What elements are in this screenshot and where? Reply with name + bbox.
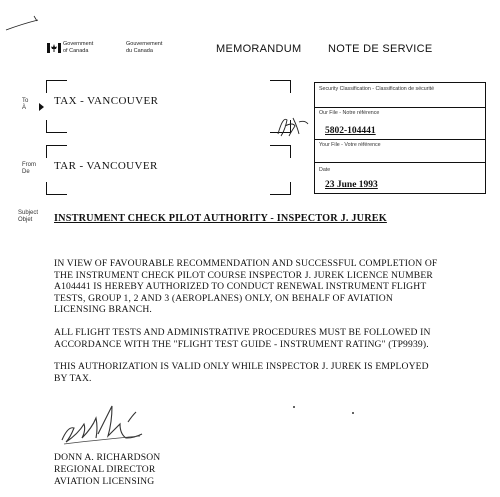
gov-fr-line1: Gouvernement [126, 41, 163, 47]
to-label-fr: À [22, 105, 27, 111]
your-file-label: Your File - Votre référence [319, 142, 381, 148]
to-bracket-bottom-left [46, 120, 67, 133]
security-classification-label: Security Classification - Classification de sécurité [319, 86, 435, 92]
date-label: Date [319, 167, 331, 173]
to-bracket-top-left [46, 80, 67, 93]
paragraph-3-line: BY TAX. [54, 372, 92, 384]
from-label [22, 162, 36, 176]
initials-mark [275, 112, 311, 140]
canada-flag-icon [47, 40, 61, 50]
paragraph-2-line: ALL FLIGHT TESTS AND ADMINISTRATIVE PROCEDURES MUST BE FOLLOWED IN [54, 326, 431, 338]
gov-fr-line2: du Canada [126, 47, 153, 54]
gov-en-line2: of Canada [63, 47, 89, 54]
security-box [314, 82, 486, 194]
signer-name: DONN A. RICHARDSON [54, 452, 161, 463]
subject-value: INSTRUMENT CHECK PILOT AUTHORITY - INSPECTOR J. JUREK [54, 213, 387, 224]
to-bracket-top-right [270, 80, 291, 93]
subject-label-fr: Objet [18, 217, 33, 223]
paragraph-3 [54, 361, 486, 384]
paragraph-3-line: THIS AUTHORIZATION IS VALID ONLY WHILE INSPECTOR J. JUREK IS EMPLOYED [54, 361, 429, 373]
memo-body [54, 258, 486, 384]
paragraph-1-line: IN VIEW OF FAVOURABLE RECOMMENDATION AND SUCCESSFUL COMPLETION OF [54, 258, 438, 269]
our-file-row [315, 107, 485, 108]
signer-title: REGIONAL DIRECTOR [54, 463, 156, 475]
paragraph-2-line: ACCORDANCE WITH THE "FLIGHT TEST GUIDE - INSTRUMENT RATING" (TP9939). [54, 338, 429, 350]
to-value: TAX - VANCOUVER [54, 95, 159, 107]
from-bracket-bottom-right [270, 182, 291, 195]
subject-label [18, 210, 38, 224]
note-de-service-heading: NOTE DE SERVICE [328, 43, 433, 55]
our-file-label: Our File - Notre référence [319, 110, 380, 116]
to-label-en: To [22, 98, 29, 104]
paragraph-2 [54, 327, 486, 350]
signature-image [56, 398, 176, 448]
paragraph-1-line: LICENSING BRANCH. [54, 304, 152, 316]
signer-department: AVIATION LICENSING [54, 475, 155, 487]
paragraph-1 [54, 258, 486, 316]
gov-wordmark-en [63, 41, 123, 54]
to-arrow-icon [38, 99, 45, 117]
signature-block [54, 452, 160, 487]
from-label-fr: De [22, 169, 30, 175]
our-file-value: 5802-104441 [325, 126, 376, 136]
date-value: 23 June 1993 [325, 180, 378, 190]
paragraph-1-line: THE INSTRUMENT CHECK PILOT COURSE INSPECTOR J. JUREK LICENCE NUMBER [54, 269, 433, 281]
to-label [22, 98, 28, 112]
dot-mark [352, 412, 354, 414]
dot-mark [293, 406, 295, 408]
from-bracket-top-left [46, 145, 67, 158]
stray-mark [4, 14, 44, 34]
from-label-en: From [22, 162, 36, 168]
paragraph-1-line: A104441 IS HEREBY AUTHORIZED TO CONDUCT RENEWAL INSTRUMENT FLIGHT [54, 281, 427, 293]
from-bracket-top-right [270, 145, 291, 158]
date-row [315, 162, 485, 163]
gov-wordmark-fr [126, 41, 186, 54]
subject-label-en: Subject [18, 210, 39, 216]
from-value: TAR - VANCOUVER [54, 160, 158, 172]
memorandum-heading: MEMORANDUM [216, 43, 302, 55]
paragraph-1-line: TESTS, GROUP 1, 2 AND 3 (AEROPLANES) ONLY, ON BEHALF OF AVIATION [54, 292, 393, 304]
from-bracket-bottom-left [46, 182, 67, 195]
your-file-row [315, 139, 485, 140]
gov-en-line1: Government [63, 41, 94, 47]
